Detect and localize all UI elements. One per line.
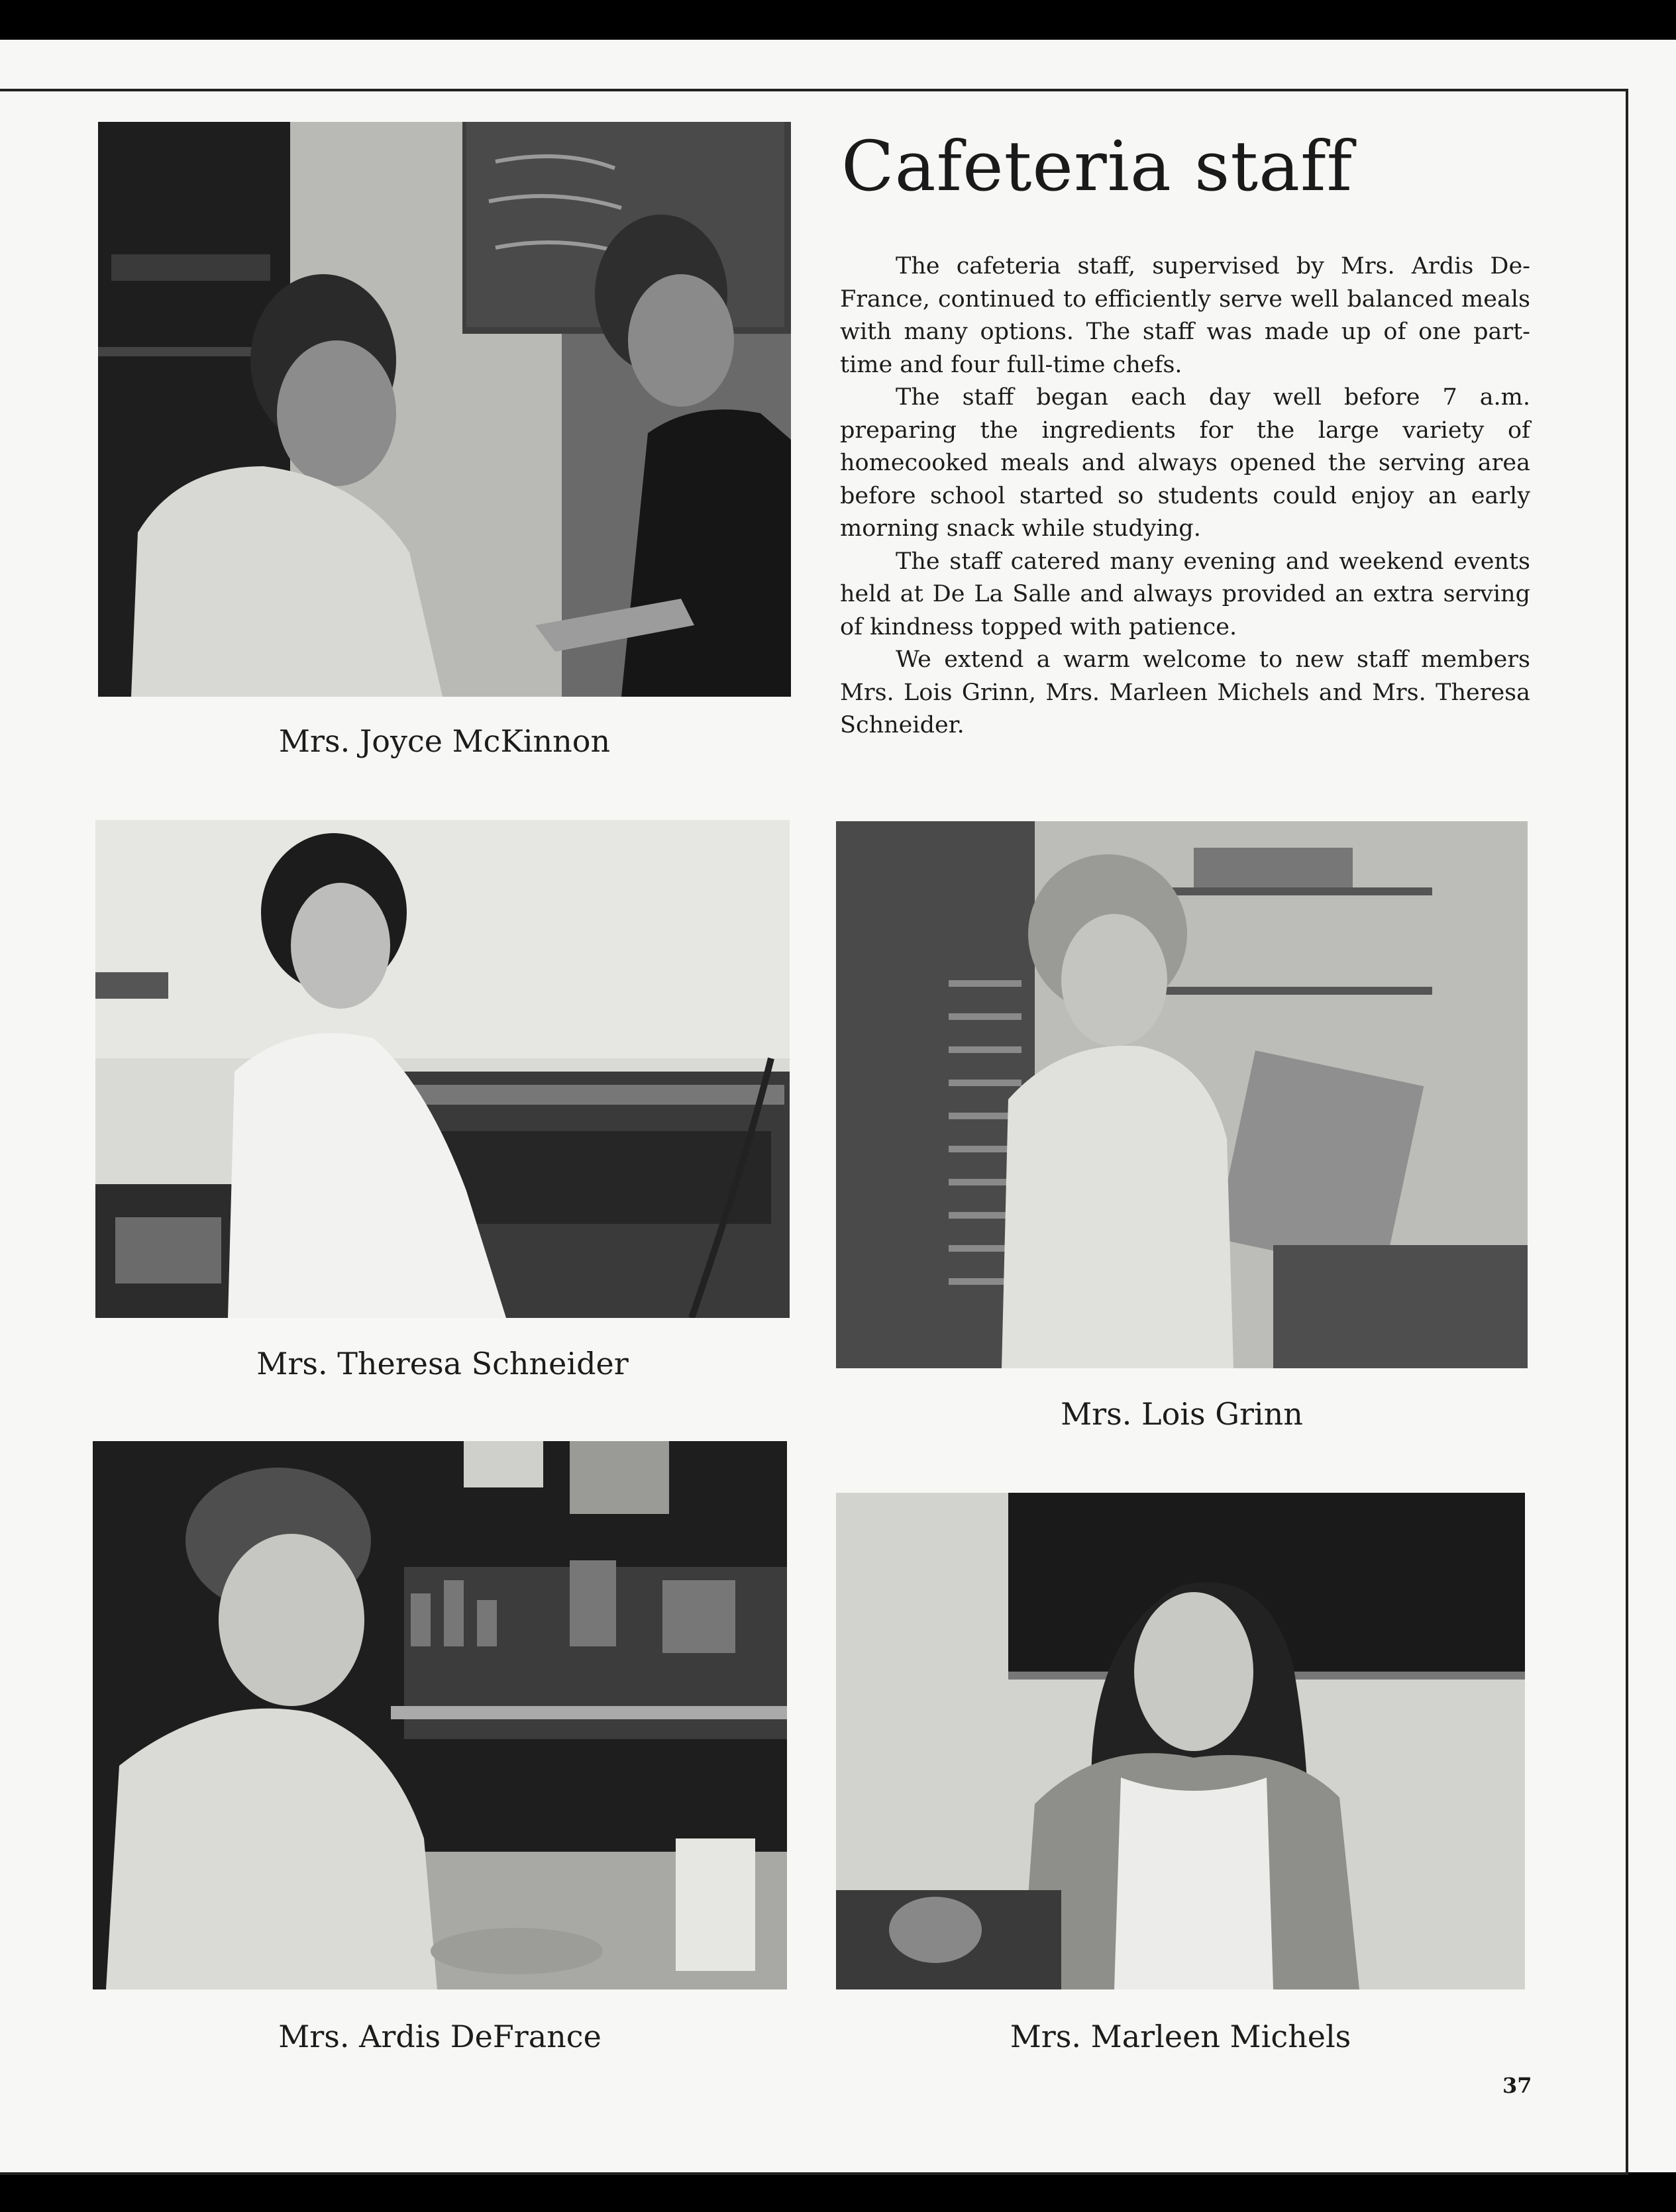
article-paragraph: The staff catered many evening and weekend events held at De La Salle and always provided an extra serving of kindness topped with patience.: [840, 548, 1530, 640]
photo-marleen-michels: [836, 1493, 1525, 1989]
photo-ardis-defrance: [93, 1441, 787, 1989]
article-paragraph: We extend a warm welcome to new staff members Mrs. Lois Grinn, Mrs. Marleen Michels and Mrs. Theresa Schneider.: [840, 646, 1530, 738]
photo-theresa-schneider: [95, 820, 790, 1318]
photo-joyce-mckinnon: [98, 122, 791, 697]
article-body: [840, 250, 1530, 742]
page-title: Cafeteria staff: [841, 126, 1353, 207]
article-paragraph: The staff began each day well before 7 a.m. preparing the ingredients for the large variety of homecooked meals and always opened the serving area before school started so students could enjoy an early morning snack while studying.: [840, 384, 1530, 542]
caption-lois-grinn: Mrs. Lois Grinn: [1061, 1396, 1303, 1432]
photo-lois-grinn: [836, 821, 1528, 1368]
page-number: 37: [1502, 2073, 1532, 2098]
caption-marleen-michels: Mrs. Marleen Michels: [1010, 2019, 1351, 2054]
caption-theresa-schneider: Mrs. Theresa Schneider: [256, 1346, 629, 1382]
caption-ardis-defrance: Mrs. Ardis DeFrance: [278, 2019, 602, 2054]
article-paragraph: The cafeteria staff, supervised by Mrs. Ardis De-France, continued to efficiently serve well balanced meals with many options. The staff was made up of one part-time and four full-time chefs.: [840, 253, 1530, 378]
caption-joyce-mckinnon: Mrs. Joyce McKinnon: [278, 723, 611, 759]
